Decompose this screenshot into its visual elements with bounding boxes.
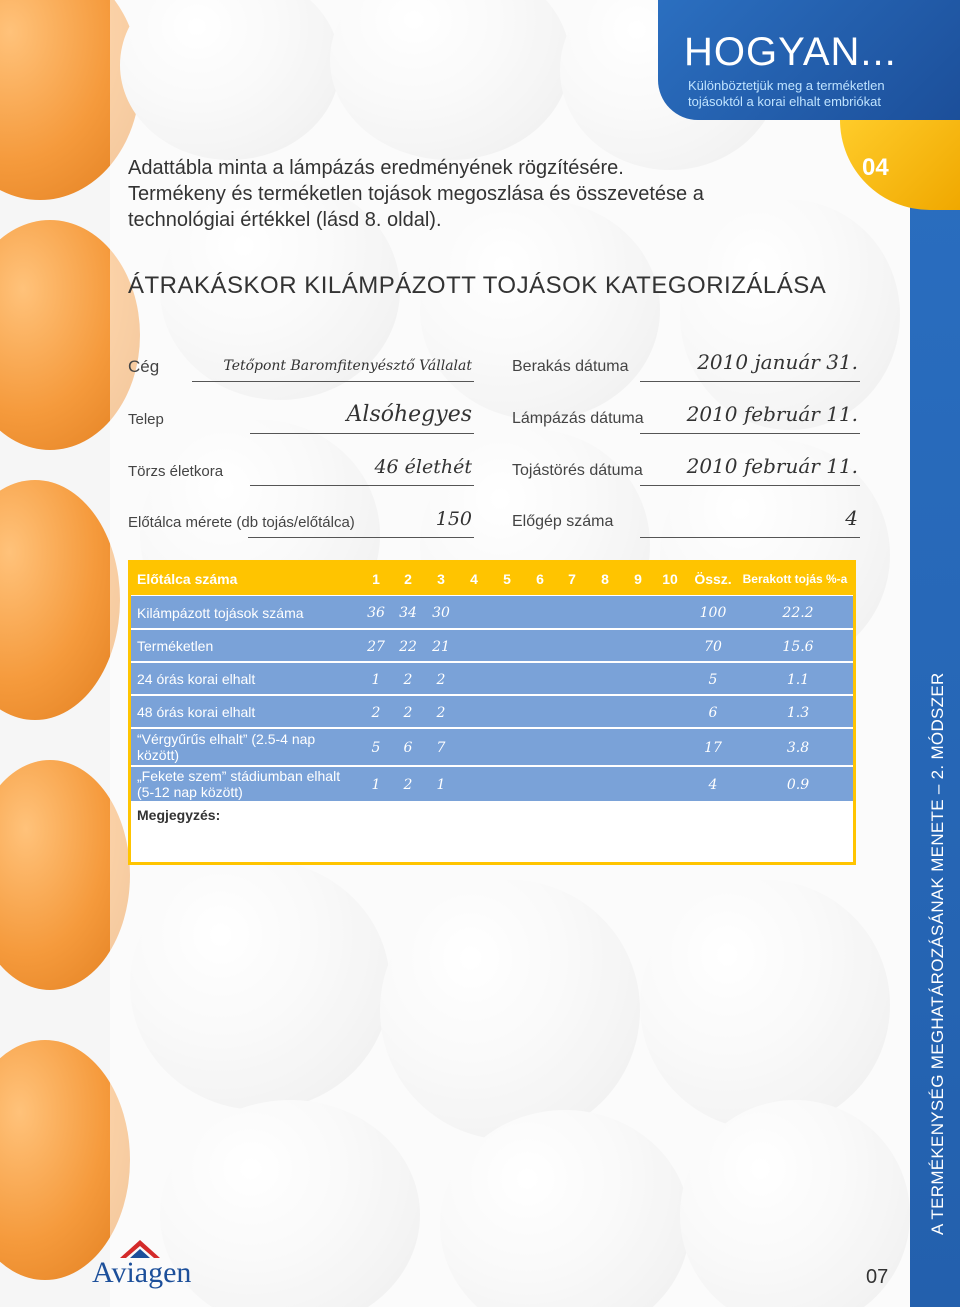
age-field[interactable]: 46 élethét [250,456,474,486]
cell-tray-2: 22 [399,639,417,655]
cell-tray-3: 30 [432,605,450,621]
row-label-line-2: (5-12 nap között) [137,784,243,800]
cell-tray-3: 1 [436,777,446,793]
table-row [131,596,853,628]
row-label-line-2: között) [137,747,180,763]
setter-field[interactable]: 4 [640,506,860,538]
header-tray-6: 6 [536,571,544,587]
cell-tray-2: 6 [403,740,413,756]
cell-tray-1: 36 [367,605,385,621]
candling-date-field[interactable]: 2010 február 11. [640,402,860,434]
section-heading: ÁTRAKÁSKOR KILÁMPÁZOTT TOJÁSOK KATEGORIZÁLÁSA [128,272,827,299]
row-label [137,768,340,800]
intro-line-2: Termékeny és terméketlen tojások megoszlása és összevetése a [128,183,704,205]
sidebar-title: A TERMÉKENYSÉG MEGHATÁROZÁSÁNAK MENETE – 2. MÓDSZER [928,672,947,1235]
cell-tray-1: 27 [367,639,385,655]
cell-tray-3: 7 [436,740,446,756]
table-row [131,630,853,661]
cell-percent: 3.8 [786,740,810,756]
tray-size-field[interactable]: 150 [248,508,474,538]
set-date-label: Berakás dátuma [512,358,629,375]
cell-tray-1: 1 [371,672,381,688]
row-label: Kilámpázott tojások száma [137,605,304,621]
notes-label: Megjegyzés: [137,807,221,823]
row-label: 24 órás korai elhalt [137,671,256,687]
cell-tray-1: 1 [371,777,381,793]
site-field[interactable]: Alsóhegyes [250,402,474,434]
intro-text [128,155,768,233]
header-tray-5: 5 [503,571,511,587]
cell-tray-1: 2 [371,705,381,721]
cell-percent: 0.9 [786,777,810,793]
header-tray-2: 2 [404,571,412,587]
row-label-line-1: „Fekete szem” stádiumban elhalt [137,768,341,784]
header-subtitle-line-2: tojásoktól a korai elhalt embriókat [688,94,881,109]
cell-tray-2: 2 [403,777,413,793]
header-total: Össz. [694,571,732,587]
setter-label: Előgép száma [512,513,614,530]
header-tray-7: 7 [568,571,576,587]
candling-table [128,560,856,865]
header-tray-1: 1 [372,571,380,587]
cell-percent: 22.2 [782,605,814,621]
company-label: Cég [128,357,160,376]
table-row [131,729,853,765]
cell-total: 17 [704,740,722,756]
age-label: Törzs életkora [128,463,224,480]
table-row [131,663,853,694]
header-tray-label: Előtálca száma [137,571,238,587]
table-row [131,767,853,801]
cell-tray-1: 5 [371,740,381,756]
table-row [131,696,853,727]
cell-tray-3: 2 [436,705,446,721]
intro-line-3: technológiai értékkel (lásd 8. oldal). [128,209,442,231]
cell-total: 70 [704,639,722,655]
company-field[interactable]: Tetőpont Baromfitenyésztő Vállalat [192,356,474,382]
cell-tray-2: 2 [403,672,413,688]
cell-tray-3: 21 [432,639,450,655]
cell-total: 100 [699,605,727,621]
logo-text: Aviagen [92,1256,192,1289]
header-tray-4: 4 [470,571,478,587]
row-label-line-1: “Vérgyűrűs elhalt” (2.5-4 nap [137,731,316,747]
header-banner [658,0,960,120]
cell-total: 5 [708,672,718,688]
header-subtitle-line-1: Különböztetjük meg a terméketlen [688,78,885,93]
breakout-date-label: Tojástörés dátuma [512,462,643,479]
row-label: 48 órás korai elhalt [137,704,256,720]
cell-tray-2: 34 [399,605,417,621]
header-tray-8: 8 [601,571,609,587]
cell-percent: 15.6 [782,639,814,655]
table-header [131,563,853,595]
header-tray-9: 9 [634,571,642,587]
cell-tray-2: 2 [403,705,413,721]
site-label: Telep [128,411,164,428]
page-number: 07 [866,1266,889,1288]
row-label [137,731,315,763]
chapter-number: 04 [862,154,889,181]
header-title: HOGYAN... [684,30,897,74]
tray-size-label: Előtálca mérete (db tojás/előtálca) [128,514,355,531]
cell-tray-3: 2 [436,672,446,688]
cell-total: 4 [708,777,718,793]
candling-date-label: Lámpázás dátuma [512,410,644,427]
header-tray-3: 3 [437,571,445,587]
row-label: Terméketlen [137,638,214,654]
header-percent: Berakott tojás %-a [742,572,848,586]
cell-percent: 1.3 [786,705,810,721]
breakout-date-field[interactable]: 2010 február 11. [640,454,860,486]
set-date-field[interactable]: 2010 január 31. [640,350,860,382]
intro-line-1: Adattábla minta a lámpázás eredményének rögzítésére. [128,157,624,179]
header-subtitle [688,78,885,110]
cell-percent: 1.1 [786,672,810,688]
cell-total: 6 [708,705,718,721]
header-tray-10: 10 [662,571,678,587]
